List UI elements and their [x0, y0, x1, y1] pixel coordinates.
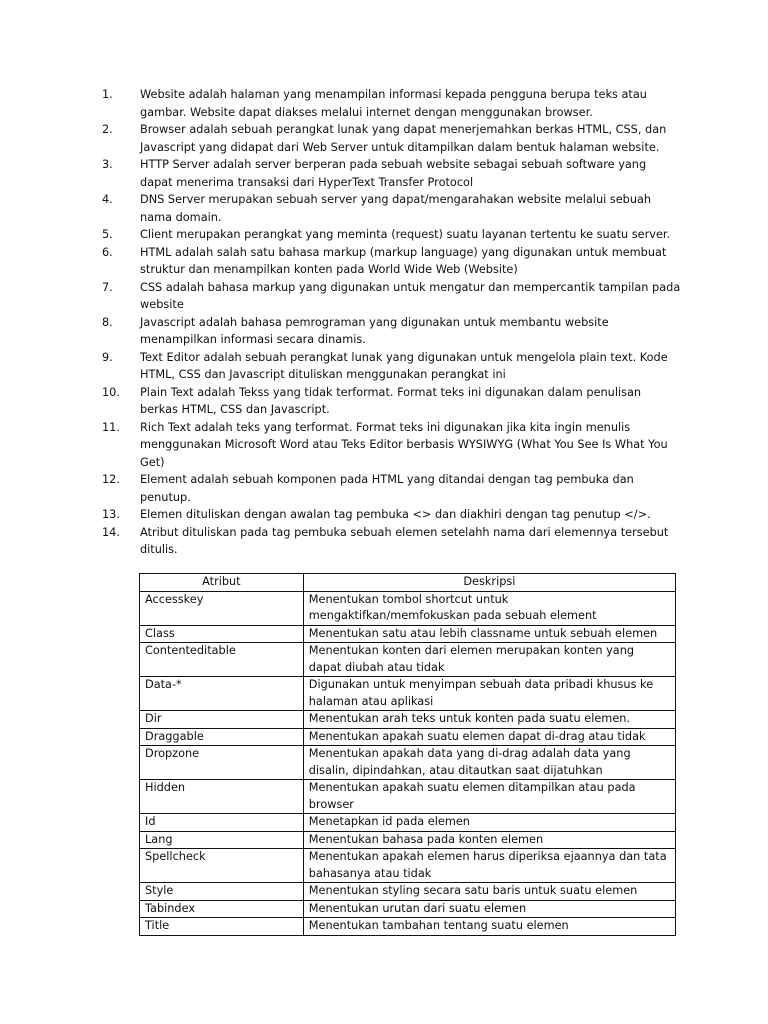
attribute-name-cell: Draggable	[140, 728, 304, 746]
list-item	[102, 349, 682, 384]
item-text: Javascript adalah bahasa pemrograman yang digunakan untuk membantu website menampilkan informasi secara dinamis.	[140, 315, 609, 346]
item-text: HTML adalah salah satu bahasa markup (markup language) yang digunakan untuk membuat struktur dan menampilkan konten pada World Wide Web (Website)	[140, 245, 667, 276]
table-row	[140, 711, 676, 729]
table-row	[140, 643, 676, 677]
attribute-name-cell: Title	[140, 918, 304, 936]
attribute-description-cell: Menentukan apakah data yang di-drag adalah data yang disalin, dipindahkan, atau ditautkan saat dijatuhkan	[303, 746, 675, 780]
table-row	[140, 677, 676, 711]
attribute-name-cell: Hidden	[140, 780, 304, 814]
list-item	[102, 419, 682, 472]
item-number: 12.	[102, 473, 120, 486]
attribute-description-cell: Menentukan tambahan tentang suatu elemen	[303, 918, 675, 936]
attribute-name-cell: Lang	[140, 831, 304, 849]
list-item	[102, 471, 682, 506]
item-text: DNS Server merupakan sebuah server yang dapat/mengarahakan website melalui sebuah nama domain.	[140, 193, 652, 224]
list-item	[102, 314, 682, 349]
attribute-description-cell: Menentukan apakah elemen harus diperiksa ejaannya dan tata bahasanya atau tidak	[303, 849, 675, 883]
item-number: 3.	[102, 158, 113, 171]
item-number: 13.	[102, 508, 120, 521]
attribute-description-cell: Menentukan arah teks untuk konten pada suatu elemen.	[303, 711, 675, 729]
table-row	[140, 849, 676, 883]
item-number: 2.	[102, 123, 113, 136]
item-text: Website adalah halaman yang menampilan informasi kepada pengguna berupa teks atau gambar. Website dapat diakses melalui internet dengan menggunakan browser.	[140, 88, 647, 119]
item-text: Rich Text adalah teks yang terformat. Format teks ini digunakan jika kita ingin menulis menggunakan Microsoft Word atau Teks Editor berbasis WYSIWYG (What You See Is What You Get)	[140, 420, 668, 469]
item-number: 4.	[102, 193, 113, 206]
attribute-name-cell: Contenteditable	[140, 643, 304, 677]
item-text: HTTP Server adalah server berperan pada sebuah website sebagai sebuah software yang dapat menerima transaksi dari HyperText Transfer Protocol	[140, 158, 647, 189]
table-row	[140, 625, 676, 643]
table-row	[140, 728, 676, 746]
attribute-name-cell: Dropzone	[140, 746, 304, 780]
table-row	[140, 591, 676, 625]
attribute-name-cell: Dir	[140, 711, 304, 729]
column-header-atribut: Atribut	[140, 574, 304, 592]
list-item	[102, 226, 682, 244]
attribute-name-cell: Tabindex	[140, 900, 304, 918]
column-header-deskripsi: Deskripsi	[303, 574, 675, 592]
item-number: 11.	[102, 420, 120, 434]
attribute-name-cell: Accesskey	[140, 591, 304, 625]
attribute-name-cell: Style	[140, 883, 304, 901]
item-number: 6.	[102, 245, 113, 259]
list-item	[102, 86, 682, 121]
attribute-description-cell: Menentukan apakah suatu elemen dapat di-drag atau tidak	[303, 728, 675, 746]
attribute-table	[139, 573, 676, 936]
list-item	[102, 524, 682, 559]
item-text: Text Editor adalah sebuah perangkat lunak yang digunakan untuk mengelola plain text. Kode HTML, CSS dan Javascript dituliskan menggunakan perangkat ini	[140, 350, 668, 381]
table-row	[140, 746, 676, 780]
attribute-name-cell: Id	[140, 814, 304, 832]
attribute-description-cell: Menentukan apakah suatu elemen ditampilkan atau pada browser	[303, 780, 675, 814]
attribute-name-cell: Spellcheck	[140, 849, 304, 883]
attribute-name-cell: Data-*	[140, 677, 304, 711]
attribute-description-cell: Menentukan bahasa pada konten elemen	[303, 831, 675, 849]
item-number: 7.	[102, 280, 113, 294]
list-item	[102, 121, 682, 156]
table-row	[140, 780, 676, 814]
item-text: Atribut dituliskan pada tag pembuka sebuah elemen setelahh nama dari elemennya tersebut ditulis.	[140, 525, 669, 556]
item-text: CSS adalah bahasa markup yang digunakan untuk mengatur dan mempercantik tampilan pada website	[140, 280, 681, 311]
list-item	[102, 506, 682, 524]
item-number: 1.	[102, 88, 113, 101]
item-text: Client merupakan perangkat yang meminta (request) suatu layanan tertentu ke suatu server.	[140, 228, 671, 241]
attribute-name-cell: Class	[140, 625, 304, 643]
table-row	[140, 900, 676, 918]
item-number: 5.	[102, 228, 113, 241]
table-row	[140, 883, 676, 901]
table-row	[140, 814, 676, 832]
attribute-description-cell: Menentukan urutan dari suatu elemen	[303, 900, 675, 918]
item-text: Element adalah sebuah komponen pada HTML yang ditandai dengan tag pembuka dan penutup.	[140, 473, 634, 504]
definition-list	[102, 86, 682, 559]
attribute-description-cell: Digunakan untuk menyimpan sebuah data pribadi khusus ke halaman atau aplikasi	[303, 677, 675, 711]
list-item	[102, 191, 682, 226]
attribute-description-cell: Menetapkan id pada elemen	[303, 814, 675, 832]
table-header-row	[140, 574, 676, 592]
list-item	[102, 244, 682, 279]
item-number: 9.	[102, 350, 113, 364]
list-item	[102, 384, 682, 419]
item-text: Plain Text adalah Tekss yang tidak terformat. Format teks ini digunakan dalam penulisan berkas HTML, CSS dan Javascript.	[140, 385, 642, 416]
item-number: 8.	[102, 315, 113, 329]
attribute-description-cell: Menentukan tombol shortcut untuk mengaktifkan/memfokuskan pada sebuah element	[303, 591, 675, 625]
attribute-description-cell: Menentukan konten dari elemen merupakan konten yang dapat diubah atau tidak	[303, 643, 675, 677]
item-number: 10.	[102, 385, 120, 399]
item-number: 14.	[102, 525, 120, 539]
table-row	[140, 831, 676, 849]
item-text: Browser adalah sebuah perangkat lunak yang dapat menerjemahkan berkas HTML, CSS, dan Javascript yang didapat dari Web Server untuk ditampilkan dalam bentuk halaman website.	[140, 123, 667, 154]
item-text: Elemen dituliskan dengan awalan tag pembuka <> dan diakhiri dengan tag penutup </>.	[140, 508, 651, 521]
attribute-description-cell: Menentukan satu atau lebih classname untuk sebuah elemen	[303, 625, 675, 643]
attribute-description-cell: Menentukan styling secara satu baris untuk suatu elemen	[303, 883, 675, 901]
table-row	[140, 918, 676, 936]
list-item	[102, 156, 682, 191]
list-item	[102, 279, 682, 314]
